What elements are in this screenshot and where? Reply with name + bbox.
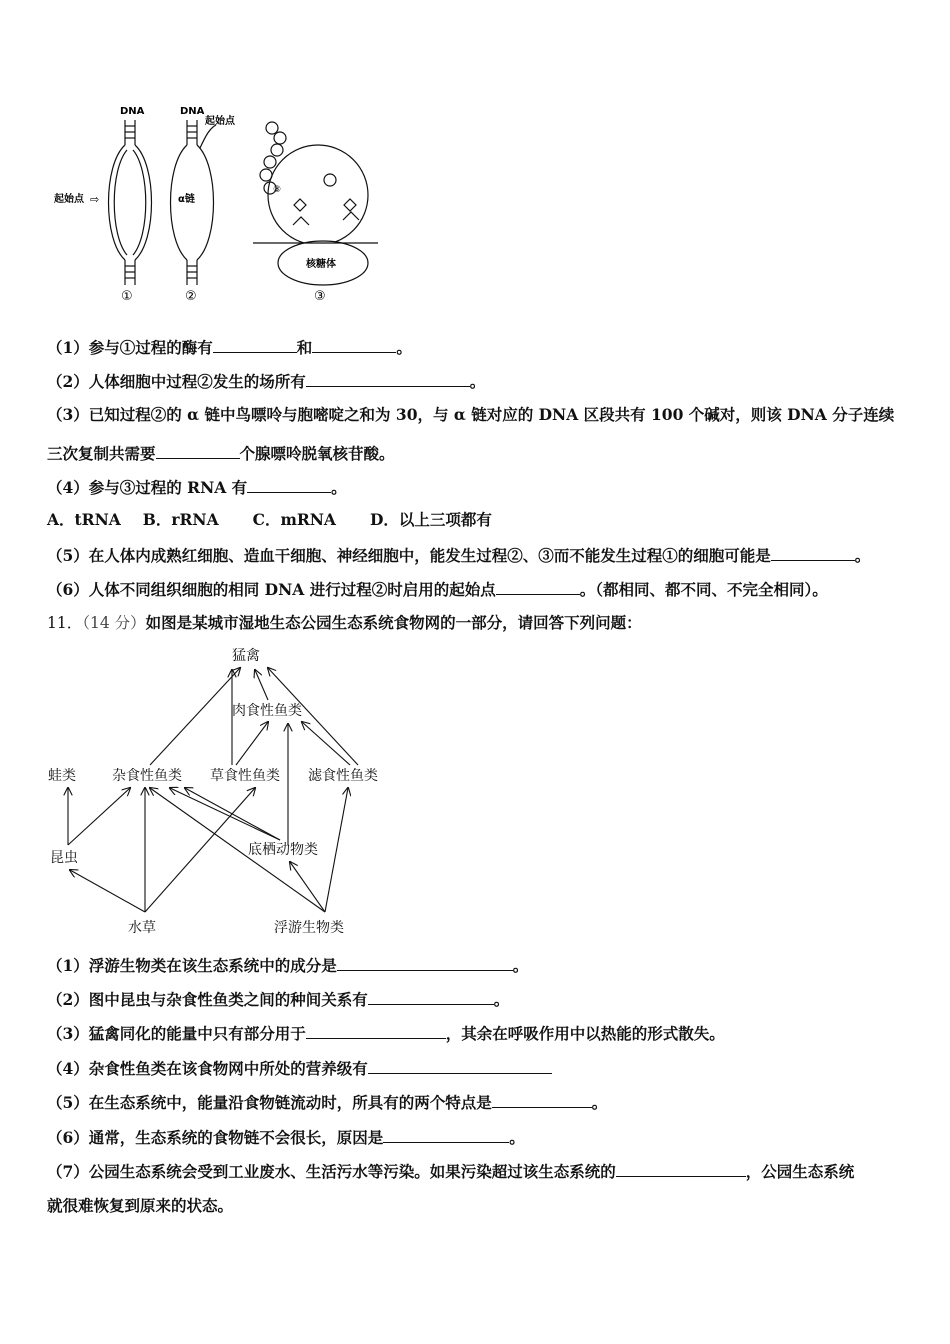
node-frog: 蛙类 xyxy=(48,768,76,784)
origin-label-left: 起始点 xyxy=(54,194,84,205)
node-raptor: 猛禽 xyxy=(232,648,260,664)
dna-label-1: DNA xyxy=(120,106,145,117)
option-d[interactable]: D．以上三项都有 xyxy=(369,510,492,529)
alpha-chain-label: α链 xyxy=(178,194,195,205)
node-water-grass: 水草 xyxy=(128,920,156,936)
q11-score: （14 分） xyxy=(82,614,146,632)
node-plankton: 浮游生物类 xyxy=(274,920,344,936)
q11-item-7: （7）公园生态系统会受到工业废水、生活污水等污染。如果污染超过该生态系统的 ，公园生态系统 xyxy=(47,1162,855,1181)
answer-blank[interactable] xyxy=(368,1057,552,1074)
option-a[interactable]: A．tRNA xyxy=(47,510,121,529)
figure-dna-processes xyxy=(48,100,388,305)
option-b[interactable]: B．rRNA xyxy=(142,510,219,529)
answer-blank[interactable] xyxy=(306,1022,446,1039)
origin-label-top: 起始点 xyxy=(205,116,235,127)
answer-blank[interactable] xyxy=(156,442,240,459)
q11-item-2: （2）图中昆虫与杂食性鱼类之间的种间关系有 。 xyxy=(47,990,510,1009)
figure-food-web xyxy=(40,640,400,938)
answer-blank[interactable] xyxy=(383,1126,509,1143)
answer-blank[interactable] xyxy=(312,336,396,353)
answer-blank[interactable] xyxy=(368,988,494,1005)
node-insect: 昆虫 xyxy=(50,850,78,866)
q10-options xyxy=(47,510,514,530)
node-herbivore-fish: 草食性鱼类 xyxy=(210,768,280,784)
q11-item-6: （6）通常，生态系统的食物链不会很长，原因是 。 xyxy=(47,1128,525,1147)
dna-label-2: DNA xyxy=(180,106,205,117)
q10-item-6: （6）人体不同组织细胞的相同 DNA 进行过程②时启用的起始点 。（都相同、都不同、不完全相同）。 xyxy=(47,580,828,599)
q11-item-4: （4）杂食性鱼类在该食物网中所处的营养级有 xyxy=(47,1057,552,1079)
label-process-3: ③ xyxy=(314,289,326,304)
label-8: ⑧ xyxy=(273,185,282,195)
answer-blank[interactable] xyxy=(492,1091,592,1108)
q10-item-2: （2）人体细胞中过程②发生的场所有 。 xyxy=(47,372,486,391)
answer-blank[interactable] xyxy=(247,476,331,493)
option-c[interactable]: C．mRNA xyxy=(252,510,336,529)
label-process-1: ① xyxy=(121,289,133,304)
q10-item-1: （1）参与①过程的酶有 和 。 xyxy=(47,338,412,357)
q11-item-3: （3）猛禽同化的能量中只有部分用于 ，其余在呼吸作用中以热能的形式散失。 xyxy=(47,1024,725,1043)
answer-blank[interactable] xyxy=(771,544,855,561)
node-filter-fish: 滤食性鱼类 xyxy=(308,768,378,784)
node-benthic: 底栖动物类 xyxy=(248,842,318,858)
q11-item-7-cont: 就很难恢复到原来的状态。 xyxy=(47,1196,234,1215)
q11-item-5: （5）在生态系统中，能量沿食物链流动时，所具有的两个特点是 。 xyxy=(47,1093,608,1112)
q10-item-3: （3）已知过程②的 α 链中鸟嘌呤与胞嘧啶之和为 30，与 α 链对应的 DNA 区段共有 100 个碱对，则该 DNA 分子连续 xyxy=(47,405,895,424)
q11-number: 11． xyxy=(47,614,83,632)
answer-blank[interactable] xyxy=(213,336,297,353)
q11-header xyxy=(47,613,642,633)
answer-blank[interactable] xyxy=(496,578,580,595)
node-omnivore-fish: 杂食性鱼类 xyxy=(112,768,182,784)
q10-item-4: （4）参与③过程的 RNA 有 。 xyxy=(47,478,347,497)
q10-item-3-cont: 三次复制共需要 个腺嘌呤脱氧核苷酸。 xyxy=(47,444,395,463)
answer-blank[interactable] xyxy=(306,370,470,387)
q10-item-5: （5）在人体内成熟红细胞、造血干细胞、神经细胞中，能发生过程②、③而不能发生过程①的细胞可能是 。 xyxy=(47,546,871,565)
ribosome-label: 核糖体 xyxy=(306,259,336,270)
node-carnivore-fish: 肉食性鱼类 xyxy=(232,703,302,719)
q11-stem: 如图是某城市湿地生态公园生态系统食物网的一部分，请回答下列问题： xyxy=(145,613,642,632)
label-process-2: ② xyxy=(185,289,197,304)
answer-blank[interactable] xyxy=(337,954,513,971)
q11-item-1: （1）浮游生物类在该生态系统中的成分是 。 xyxy=(47,956,529,975)
svg-text:⇨: ⇨ xyxy=(90,193,100,206)
answer-blank[interactable] xyxy=(616,1160,746,1177)
